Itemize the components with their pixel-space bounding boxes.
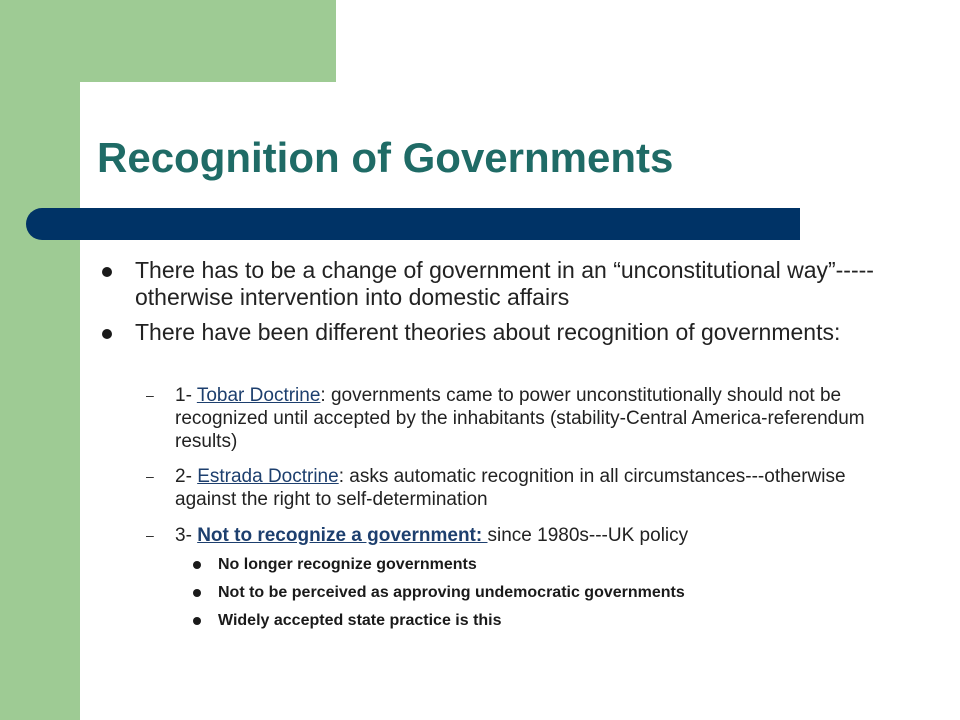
sub-bullet-prefix: 2- [175,466,198,487]
doctrine-link[interactable]: Tobar Doctrine [196,385,321,406]
slide-title: Recognition of Governments [97,134,674,181]
dash-marker: – [146,387,154,403]
sub-bullet-item [146,384,895,453]
sidebar-green-band [0,0,80,720]
bullet-dot-icon [102,329,112,339]
dash-marker: – [146,527,154,543]
bullet-dot-icon [193,617,201,625]
doctrine-link[interactable]: Estrada Doctrine [197,466,339,487]
bullet-dot-icon [193,561,201,569]
bullet-item [135,257,895,311]
sub-bullet-item [146,465,895,511]
sub-bullet-text: : asks automatic recognition in all circumstances---otherwise against the right to self-determination [175,466,846,510]
sub-bullet-prefix: 3- [175,525,198,546]
sub-bullet-text: : governments came to power unconstitutionally should not be recognized until accepted by the inhabitants (stability-Central America-referendum results) [175,385,865,452]
dash-marker: – [146,468,154,484]
top-green-band [0,0,336,82]
sub-sub-bullet-text: Widely accepted state practice is this [218,612,502,629]
sub-bullet-item [146,524,895,547]
sub-sub-bullet-item [218,555,918,575]
sub-sub-bullet-item [218,611,918,631]
sub-sub-bullet-text: Not to be perceived as approving undemocratic governments [218,584,685,601]
policy-link[interactable]: Not to recognize a government: [197,525,488,546]
bullet-dot-icon [193,589,201,597]
bullet-item [135,319,895,346]
bullet-dot-icon [102,267,112,277]
sub-sub-bullet-item [218,583,918,603]
bullet-text: There have been different theories about recognition of governments: [135,319,841,345]
sub-sub-bullet-text: No longer recognize governments [218,556,477,573]
title-rule-bar [26,208,800,240]
sub-bullet-prefix: 1- [175,385,197,406]
bullet-text: There has to be a change of government in an “unconstitutional way”-----otherwise intervention into domestic affairs [135,257,874,310]
sub-bullet-text: since 1980s---UK policy [487,525,689,546]
